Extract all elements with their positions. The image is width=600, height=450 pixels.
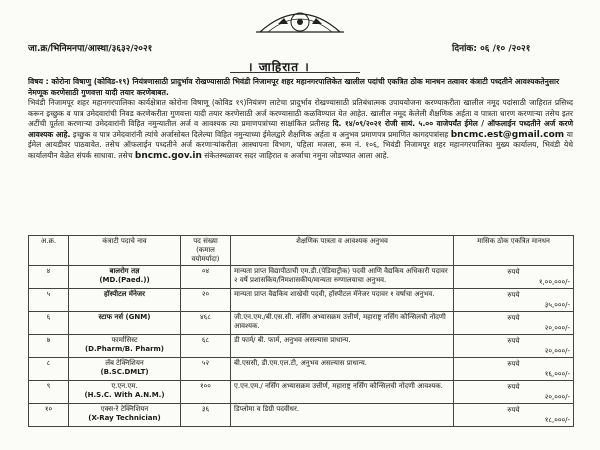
row-serial: ९ <box>29 381 69 404</box>
row-qualification: जी.एन.एम./बी.एस.सी. नर्सिंग अभ्यासक्रम उत्तीर्ण, महाराष्ट्र नर्सिंग कौन्सिलची नोंदणी आवश्यक. <box>231 312 454 335</box>
table-row <box>29 404 574 427</box>
corporation-logo <box>248 2 352 36</box>
row-qualification: डिप्लोमा व डिग्री पदवीधर. <box>231 404 454 427</box>
page-title: । जाहिरात । <box>248 60 310 74</box>
table-row <box>29 312 574 335</box>
row-salary: रुपये २०,०००/- <box>454 381 574 404</box>
row-salary: रुपये १८,०००/- <box>454 404 574 427</box>
header-salary: मासिक ठोक एकत्रित मानधन <box>454 236 574 266</box>
paragraph-4: संकेतस्थळावर सदर जाहिरात व अर्जाचा नमुना जोडण्यात आला आहे. <box>204 150 389 160</box>
row-count: २० <box>181 289 231 312</box>
table-row <box>29 381 574 404</box>
row-serial: ७ <box>29 335 69 358</box>
row-serial: १० <box>29 404 69 427</box>
paragraph-2: इच्छुक व पात्र उमेदवारांनी त्यांचे अर्जासोबत दिलेल्या विहित नमुन्याच्या ईमेलद्वारे शैक्षणिक अर्हता व अनुभव प्रमाणपत्र प्रमाणित कागदपत्रांसह <box>70 129 449 139</box>
header-qualification: शैक्षणिक पात्रता व आवश्यक अनुभव <box>231 236 454 266</box>
notice-body <box>28 98 573 162</box>
row-count: ०४ <box>181 266 231 289</box>
row-qualification: ए.एन.एम./ नर्सिंग अभ्यासक्रम उत्तीर्ण, महाराष्ट्र नर्सिंग कौन्सिलची नोंदणी आवश्यक. <box>231 381 454 404</box>
posts-table <box>28 235 574 427</box>
row-count: ५२ <box>181 358 231 381</box>
row-serial: ५ <box>29 289 69 312</box>
row-serial: ४ <box>29 266 69 289</box>
deadline-text: दि. १४/०९/२०२१ रोजी सायं. ५.०० वाजेपर्यंत ईमेल / ऑफलाईन पध्दतीने अर्ज करणे आवश्यक आहे. <box>28 119 573 139</box>
table-header-row <box>29 236 574 266</box>
table-row <box>29 266 574 289</box>
row-salary: रुपये १६,०००/- <box>454 358 574 381</box>
letter-date: दिनांक: ०६ /१० /२०२१ <box>452 44 531 54</box>
header-post-name: कंत्राटी पदाचे नाव <box>69 236 181 266</box>
row-post: एक्स-रे टेक्निशियन (X-Ray Technician) <box>69 404 181 427</box>
email-address[interactable]: bncmc.est@gmail.com <box>450 129 565 140</box>
row-post: हॉस्पीटल मॅनेजर <box>69 289 181 312</box>
row-post: फार्मासिस्ट (D.Pharm/B. Pharm) <box>69 335 181 358</box>
row-salary: रुपये २०,०००/- <box>454 312 574 335</box>
paragraph-1: भिवंडी निजामपूर शहर महानगरपालिका कार्यक्षेत्रात कोरोना विषाणू (कोविड १९)नियंत्रण लाटेचा प्रादुर्भाव रोखण्यासाठी प्रतिबंधात्मक उपाययोजना करण्याकरीता खालील नमूद पदांसाठी जाहिरात प्रसिध्द करून इच्छुक व पात्र उमेदवारांची निवड करणेकरीता गुणवत्ता यादी तयार करणेसाठी अर्ज करण्यासाठी कळविण्यात येत आहेत. खालील नमूद केलेली शैक्षणिक अर्हता व पात्रता धारण करणाऱ्या तसेच इतर अटींची पूर्तता करणाऱ्या उमेदवारांनी विहित नमुन्यातील अर्ज व आवश्यक त्या प्रमाणपत्रांच्या साक्षांकित प्रतीसह <box>28 98 573 129</box>
row-count: ३६ <box>181 404 231 427</box>
paragraph-3: या ईमेल आयडीवर पाठवावेत. तसेच ऑफलाईन पध्दतीने अर्ज करणाऱ्यांकरीता आस्थापना विभाग, पहिला मजला, रूम नं. १०६, भिवंडी निजामपूर शहर महानगरपालिका मुख्य कार्यालय, भिवंडी येथे कार्यालयीन वेळेत संपर्क साधावा. तसेच <box>28 129 573 160</box>
row-count: १०० <box>181 381 231 404</box>
table-row <box>29 358 574 381</box>
row-post: बालरोग तज्ञ (MD.(Paed.)) <box>69 266 181 289</box>
row-salary: रुपये २०,०००/- <box>454 335 574 358</box>
header-post-count: पद संख्या (कमाल वयोमर्यादा) <box>181 236 231 266</box>
reference-number: जा.क्र/भिनिमनपा/आस्था/३६३२/२०२१ <box>28 44 153 54</box>
row-salary: रुपये १,००,०००/- <box>454 266 574 289</box>
row-post: लॅब टेक्निशियन (B.SC.DMLT) <box>69 358 181 381</box>
row-post: ए.एन.एम. (H.S.C. With A.N.M.) <box>69 381 181 404</box>
row-serial: ६ <box>29 312 69 335</box>
row-qualification: बी.एससी, डी.एम.एल.टी, अनुभव असल्यास प्राधान्य. <box>231 358 454 381</box>
row-serial: ८ <box>29 358 69 381</box>
header-serial: अ.क्र. <box>29 236 69 266</box>
title-underline <box>230 72 360 73</box>
row-post: स्टाफ नर्स (GNM) <box>69 312 181 335</box>
row-count: ४६८ <box>181 312 231 335</box>
row-salary: रुपये ३५,०००/- <box>454 289 574 312</box>
table-row <box>29 335 574 358</box>
row-count: ६८ <box>181 335 231 358</box>
row-qualification: डी फार्म/ बी. फार्म, अनुभव असल्यास प्राधान्य. <box>231 335 454 358</box>
row-qualification: मान्यता प्राप्त विद्यापीठाची एम.डी.(पेडियाट्रीक) पदवी आणि वैद्यकिय अधिकारी पदावर २ वर्षे प्रशासकिय/निमशासकीय/मान्यता रुग्णालयाचा अनुभव. <box>231 266 454 289</box>
subject-line: विषय : कोरोना विषाणु (कोविड-१९) नियंत्रणासाठी प्रादुर्भाव रोखण्यासाठी भिवंडी निजामपूर शहर महानगरपालिकेत खालील पदांची एकत्रित ठोक मानधन तत्वावर कंत्राटी पध्दतीने आवश्यकतेनुसार नेमणूक करणेसाठी गुणवत्ता यादी तयार करणेबाबत. <box>28 77 560 97</box>
table-row <box>29 289 574 312</box>
row-qualification: मान्यता प्राप्त वैद्यकिय शाखेची पदवी, हॉस्पीटल मॅनेजर पदावर १ वर्षाचा अनुभव. <box>231 289 454 312</box>
website-link[interactable]: bncmc.gov.in <box>134 150 202 161</box>
